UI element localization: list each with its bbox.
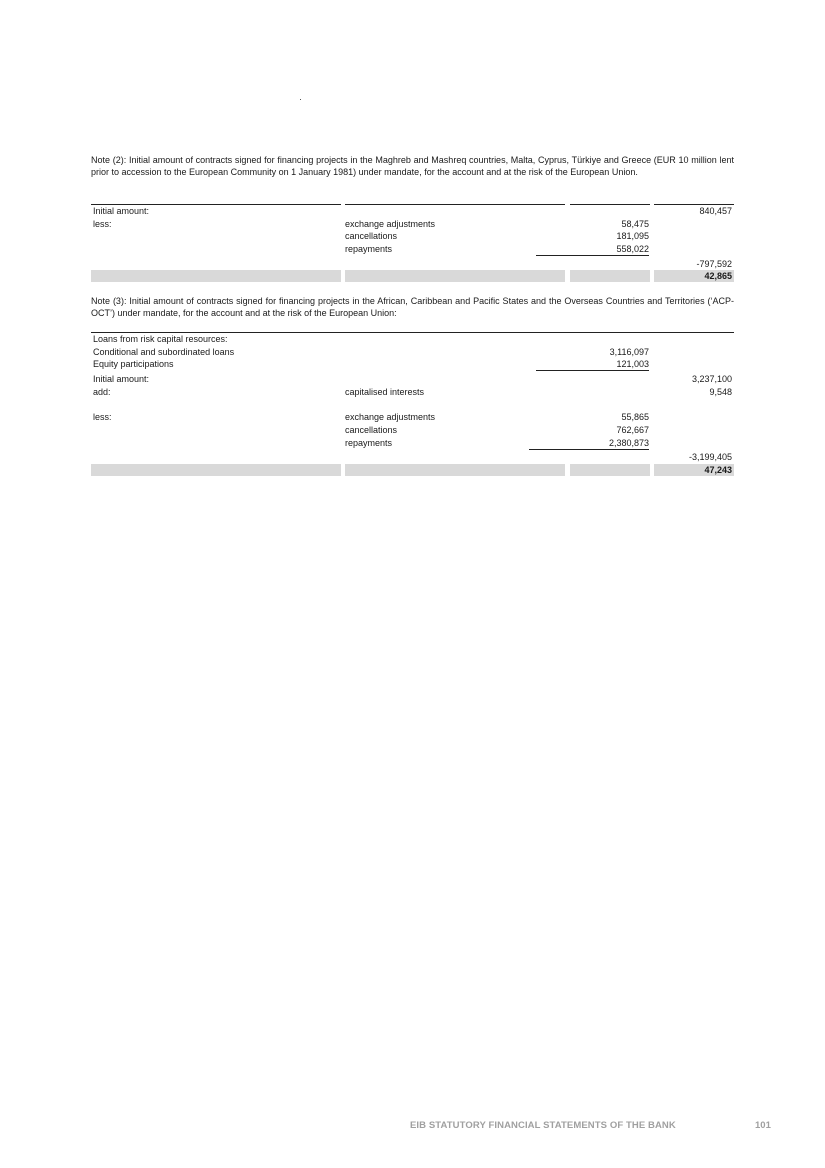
- total-row: [91, 464, 734, 477]
- table-row: [91, 411, 734, 424]
- table-row: [91, 230, 734, 243]
- row-sublabel: cancellations: [345, 231, 398, 242]
- table-row: [91, 243, 734, 256]
- table-row: [91, 386, 734, 399]
- row-total: 42,865: [704, 271, 732, 282]
- row-value: 55,865: [621, 412, 649, 423]
- table-row: [91, 218, 734, 231]
- row-label: Equity participations: [93, 359, 174, 370]
- row-sublabel: exchange adjustments: [345, 218, 436, 229]
- row-total: 9,548: [709, 386, 732, 397]
- total-row: [91, 270, 734, 283]
- total-shade: [345, 464, 565, 476]
- table-row: [91, 373, 734, 386]
- row-total: 3,237,100: [691, 374, 732, 385]
- row-total: 47,243: [704, 464, 732, 475]
- row-subtotal: -797,592: [696, 258, 732, 269]
- table-row: [91, 424, 734, 437]
- row-label: Loans from risk capital resources:: [93, 334, 228, 344]
- table-row: [91, 358, 734, 371]
- row-total: 840,457: [699, 206, 732, 216]
- row-sublabel: repayments: [345, 244, 393, 255]
- row-label: Initial amount:: [93, 374, 150, 385]
- total-shade: [570, 464, 650, 476]
- spacer-row: [91, 398, 734, 411]
- note-2-text: Note (2): Initial amount of contracts signed for financing projects in the Maghreb and Mashreq countries, Malta, Cyprus, Türkiye and Greece (EUR 10 million lent prior to accession to the European Community on 1 January 1981) under mandate, for the account and at the risk of the European Union.: [91, 155, 734, 177]
- total-shade: [91, 464, 341, 476]
- row-value: 3,116,097: [609, 346, 649, 357]
- table-row: [91, 258, 734, 271]
- total-shade: [345, 270, 565, 282]
- table-row: [91, 333, 734, 346]
- row-value: 558,022: [536, 244, 649, 256]
- note-3-text: Note (3): Initial amount of contracts signed for financing projects in the African, Caribbean and Pacific States and the Overseas Countries and Territories (‘ACP-OCT’) under mandate, for the account and at the risk of the European Union:: [91, 296, 734, 318]
- row-value: 181,095: [616, 231, 649, 242]
- table-row: [91, 437, 734, 450]
- row-value: 762,667: [616, 424, 649, 435]
- table-row: [91, 346, 734, 359]
- row-value: 2,380,873: [529, 438, 649, 450]
- row-sublabel: capitalised interests: [345, 386, 425, 397]
- row-value: 58,475: [621, 218, 649, 229]
- row-sublabel: repayments: [345, 437, 393, 448]
- stray-dot: [300, 99, 301, 100]
- row-label: less:: [93, 218, 112, 229]
- page-number: 101: [755, 1120, 771, 1131]
- row-sublabel: exchange adjustments: [345, 412, 436, 423]
- note-3-table: [91, 332, 734, 477]
- row-label: Initial amount:: [93, 206, 150, 216]
- table-row: [91, 205, 734, 218]
- row-subtotal: -3,199,405: [688, 452, 732, 463]
- footer-title: EIB STATUTORY FINANCIAL STATEMENTS OF THE BANK: [410, 1120, 676, 1131]
- row-label: add:: [93, 386, 111, 397]
- total-shade: [570, 270, 650, 282]
- row-label: less:: [93, 412, 112, 423]
- row-value: 121,003: [536, 359, 649, 371]
- table-row: [91, 451, 734, 464]
- row-label: Conditional and subordinated loans: [93, 346, 235, 357]
- row-sublabel: cancellations: [345, 424, 398, 435]
- note-2-table: [91, 204, 734, 283]
- total-shade: [91, 270, 341, 282]
